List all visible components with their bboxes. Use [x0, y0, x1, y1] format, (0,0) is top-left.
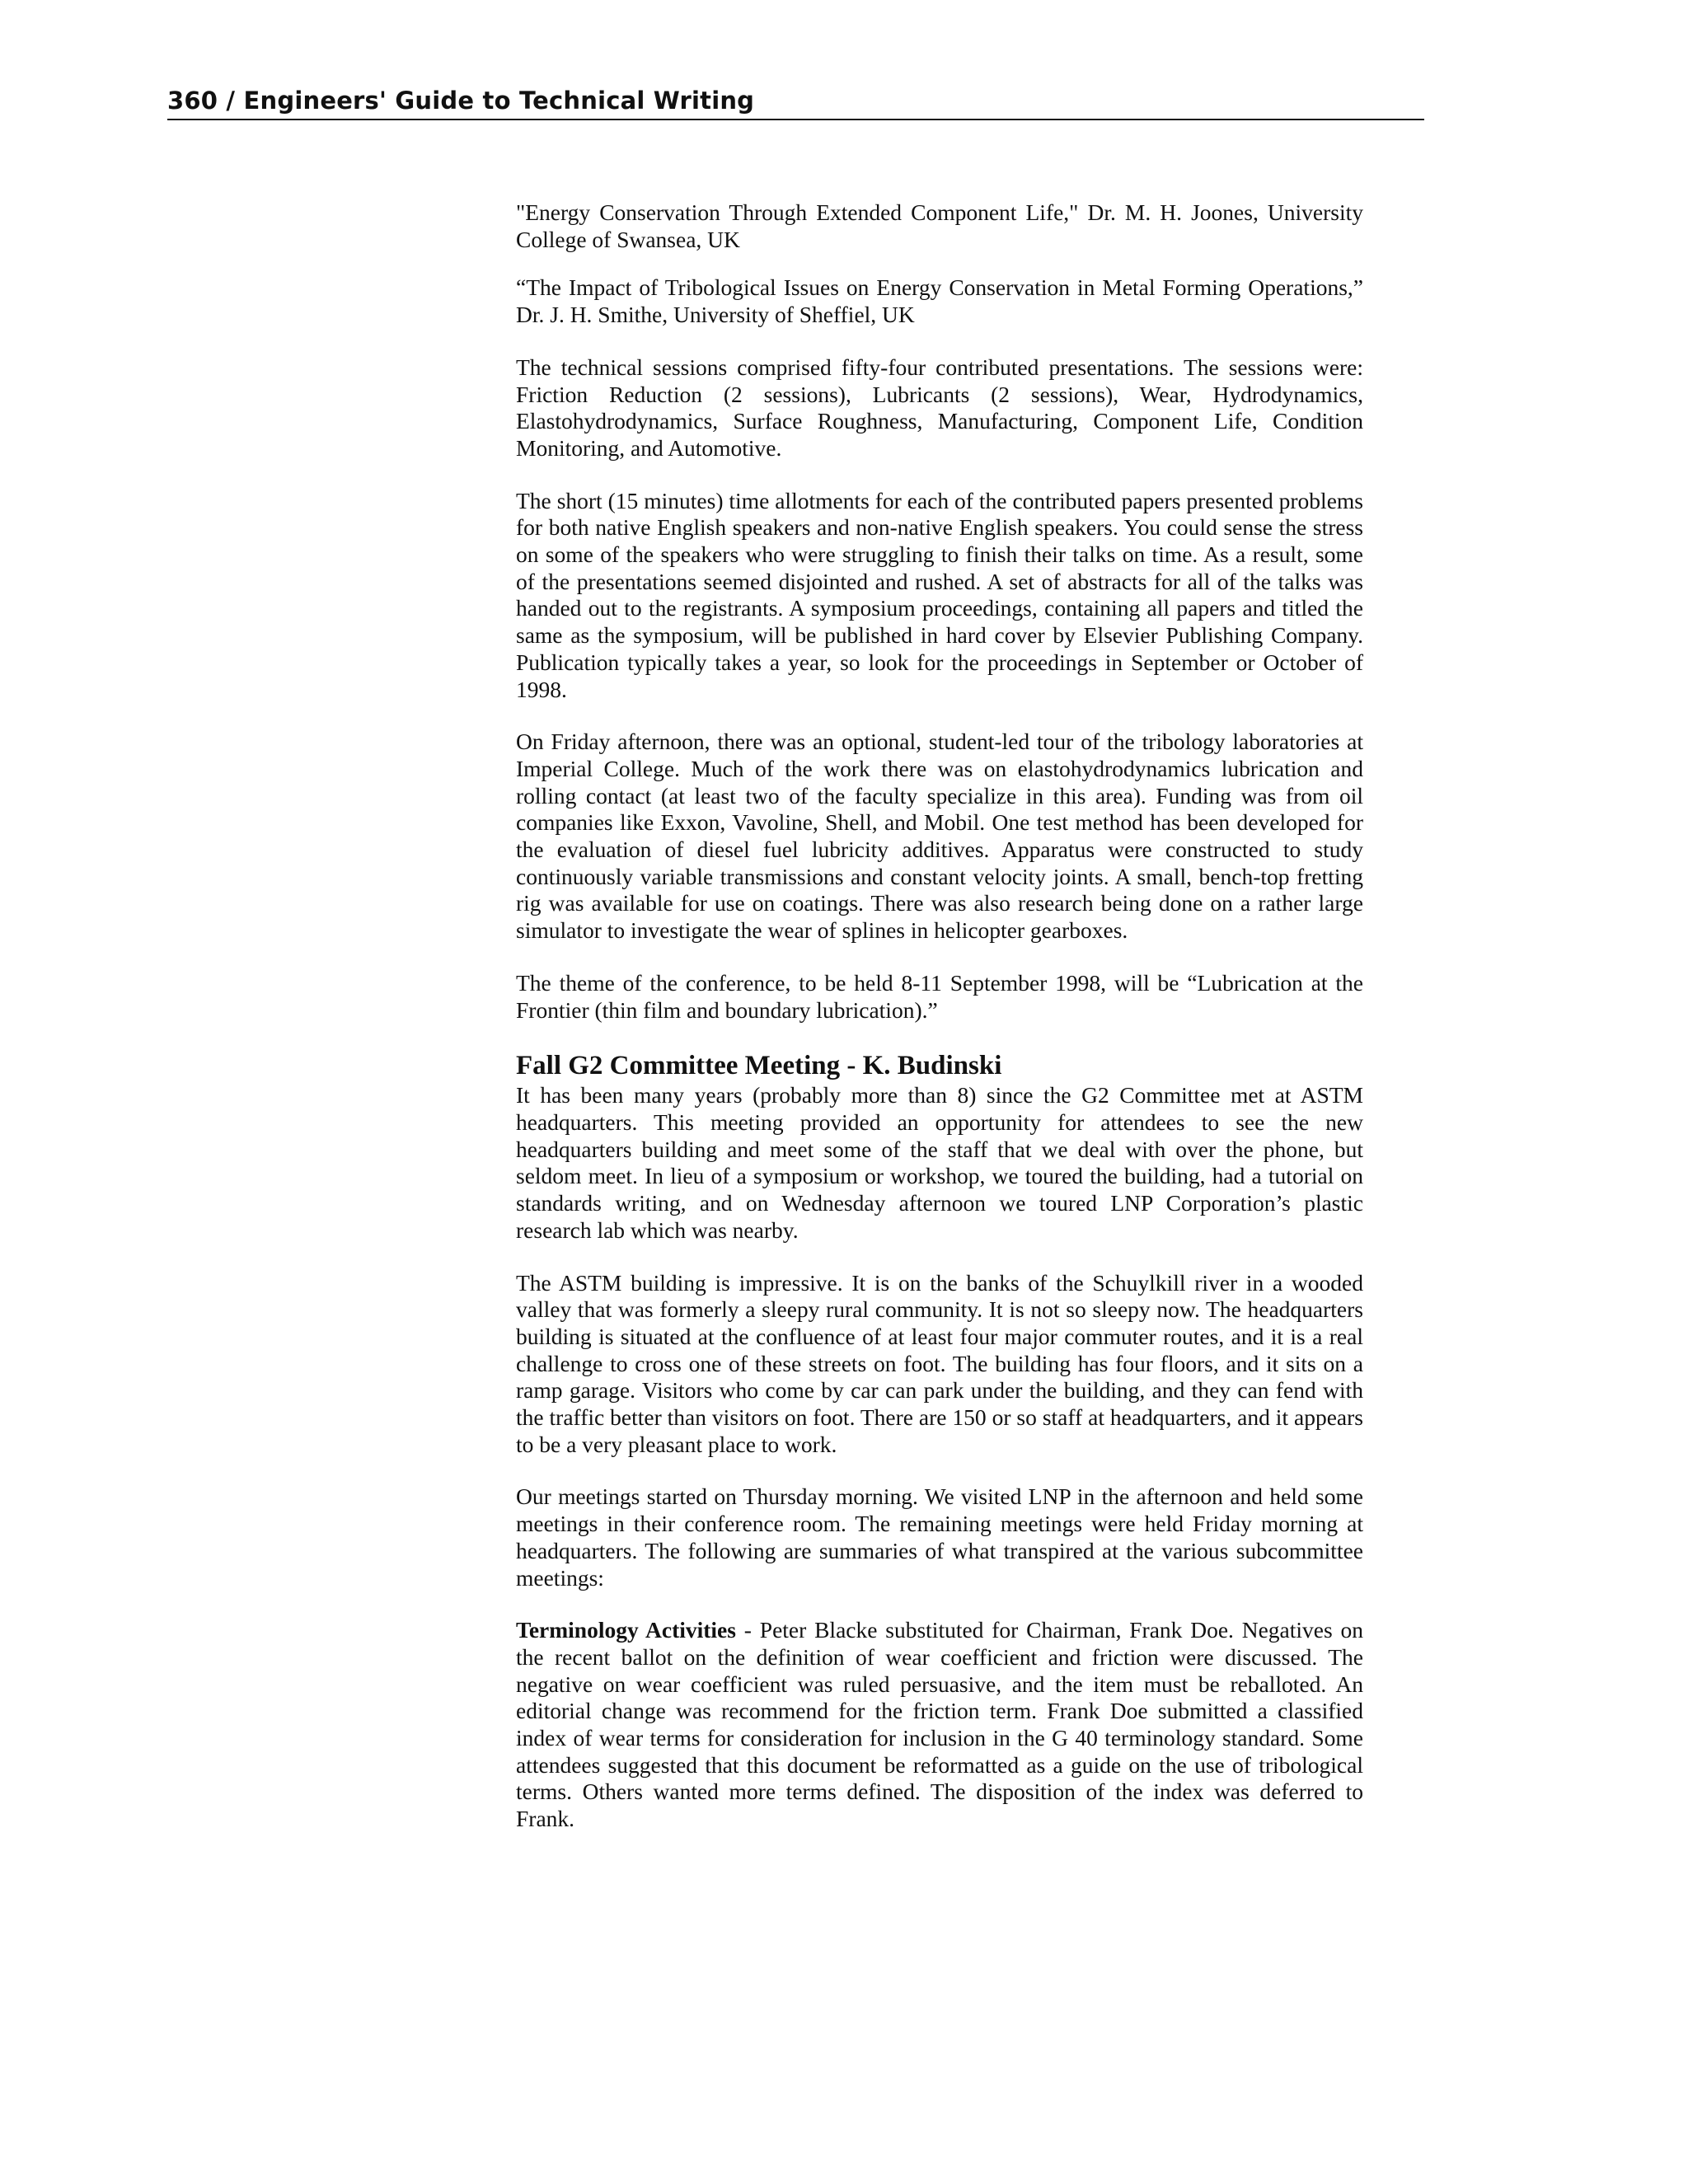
terminology-paragraph	[516, 1617, 1363, 1833]
body-paragraph: The short (15 minutes) time allotments for each of the contributed papers presented problems for both native English speakers and non-native English speakers. You could sense the stress on some of the speakers who were struggling to finish their talks on time. As a result, some of the presentations seemed disjointed and rushed. A set of abstracts for all of the talks was handed out to the registrants. A symposium proceedings, containing all papers and titled the same as the symposium, will be published in hard cover by Elsevier Publishing Company. Publication typically takes a year, so look for the proceedings in September or October of 1998.	[516, 487, 1363, 702]
body-paragraph: Our meetings started on Thursday morning. We visited LNP in the afternoon and held some meetings in their conference room. The remaining meetings were held Friday morning at headquarters. The following are summaries of what transpired at the various subcommittee meetings:	[516, 1483, 1363, 1591]
body-paragraph: It has been many years (probably more than 8) since the G2 Committee met at ASTM headquarters. This meeting provided an opportunity for attendees to see the new headquarters building and meet some of the staff that we deal with over the phone, but seldom meet. In lieu of a symposium or workshop, we toured the building, had a tutorial on standards writing, and on Wednesday afternoon we toured LNP Corporation’s plastic research lab which was nearby.	[516, 1082, 1363, 1243]
body-paragraph: The ASTM building is impressive. It is on the banks of the Schuylkill river in a wooded valley that was formerly a sleepy rural community. It is not so sleepy now. The headquarters building is situated at the confluence of at least four major commuter routes, and it is a real challenge to cross one of these streets on foot. The building has four floors, and it sits on a ramp garage. Visitors who come by car can park under the building, and they can fend with the traffic better than visitors on foot. There are 150 or so staff at headquarters, and it appears to be a very pleasant place to work.	[516, 1269, 1363, 1457]
run-in-heading: Terminology Activities	[516, 1617, 736, 1643]
reference-item: "Energy Conservation Through Extended Component Life," Dr. M. H. Joones, University College of Swansea, UK	[516, 199, 1363, 252]
body-paragraph: On Friday afternoon, there was an optional, student-led tour of the tribology laboratories at Imperial College. Much of the work there was on elastohydrodynamics lubrication and rolling contact (at least two of the faculty specialize in this area). Funding was from oil companies like Exxon, Vavoline, Shell, and Mobil. One test method has been developed for the evaluation of diesel fuel lubricity additives. Apparatus were constructed to study continuously variable transmissions and constant velocity joints. A small, bench-top fretting rig was available for use on coatings. There was also research being done on a rather large simulator to investigate the wear of splines in helicopter gearboxes.	[516, 729, 1363, 944]
section-heading: Fall G2 Committee Meeting - K. Budinski	[516, 1051, 1002, 1081]
body-paragraph: The theme of the conference, to be held 8-11 September 1998, will be “Lubrication at the Frontier (thin film and boundary lubrication).”	[516, 969, 1363, 1023]
running-head: 360 / Engineers' Guide to Technical Writing	[167, 82, 1424, 120]
reference-item: “The Impact of Tribological Issues on Energy Conservation in Metal Forming Operations,” Dr. J. H. Smithe, University of Sheffiel, UK	[516, 274, 1363, 328]
page-body	[516, 199, 1363, 1858]
body-paragraph: The technical sessions comprised fifty-four contributed presentations. The sessions were: Friction Reduction (2 sessions), Lubricants (2 sessions), Wear, Hydrodynamics, Elastohydrodynamics, Surface Roughness, Manufacturing, Component Life, Condition Monitoring, and Automotive.	[516, 354, 1363, 461]
terminology-text: - Peter Blacke substituted for Chairman, Frank Doe. Negatives on the recent ballot on the definition of wear coefficient and friction were discussed. The negative on wear coefficient was ruled persuasive, and the item must be reballoted. An editorial change was recommend for the friction term. Frank Doe submitted a classified index of wear terms for consideration for inclusion in the G 40 terminology standard. Some attendees suggested that this document be reformatted as a guide on the use of tribological terms. Others wanted more terms defined. The disposition of the index was deferred to Frank.	[516, 1617, 1364, 1832]
